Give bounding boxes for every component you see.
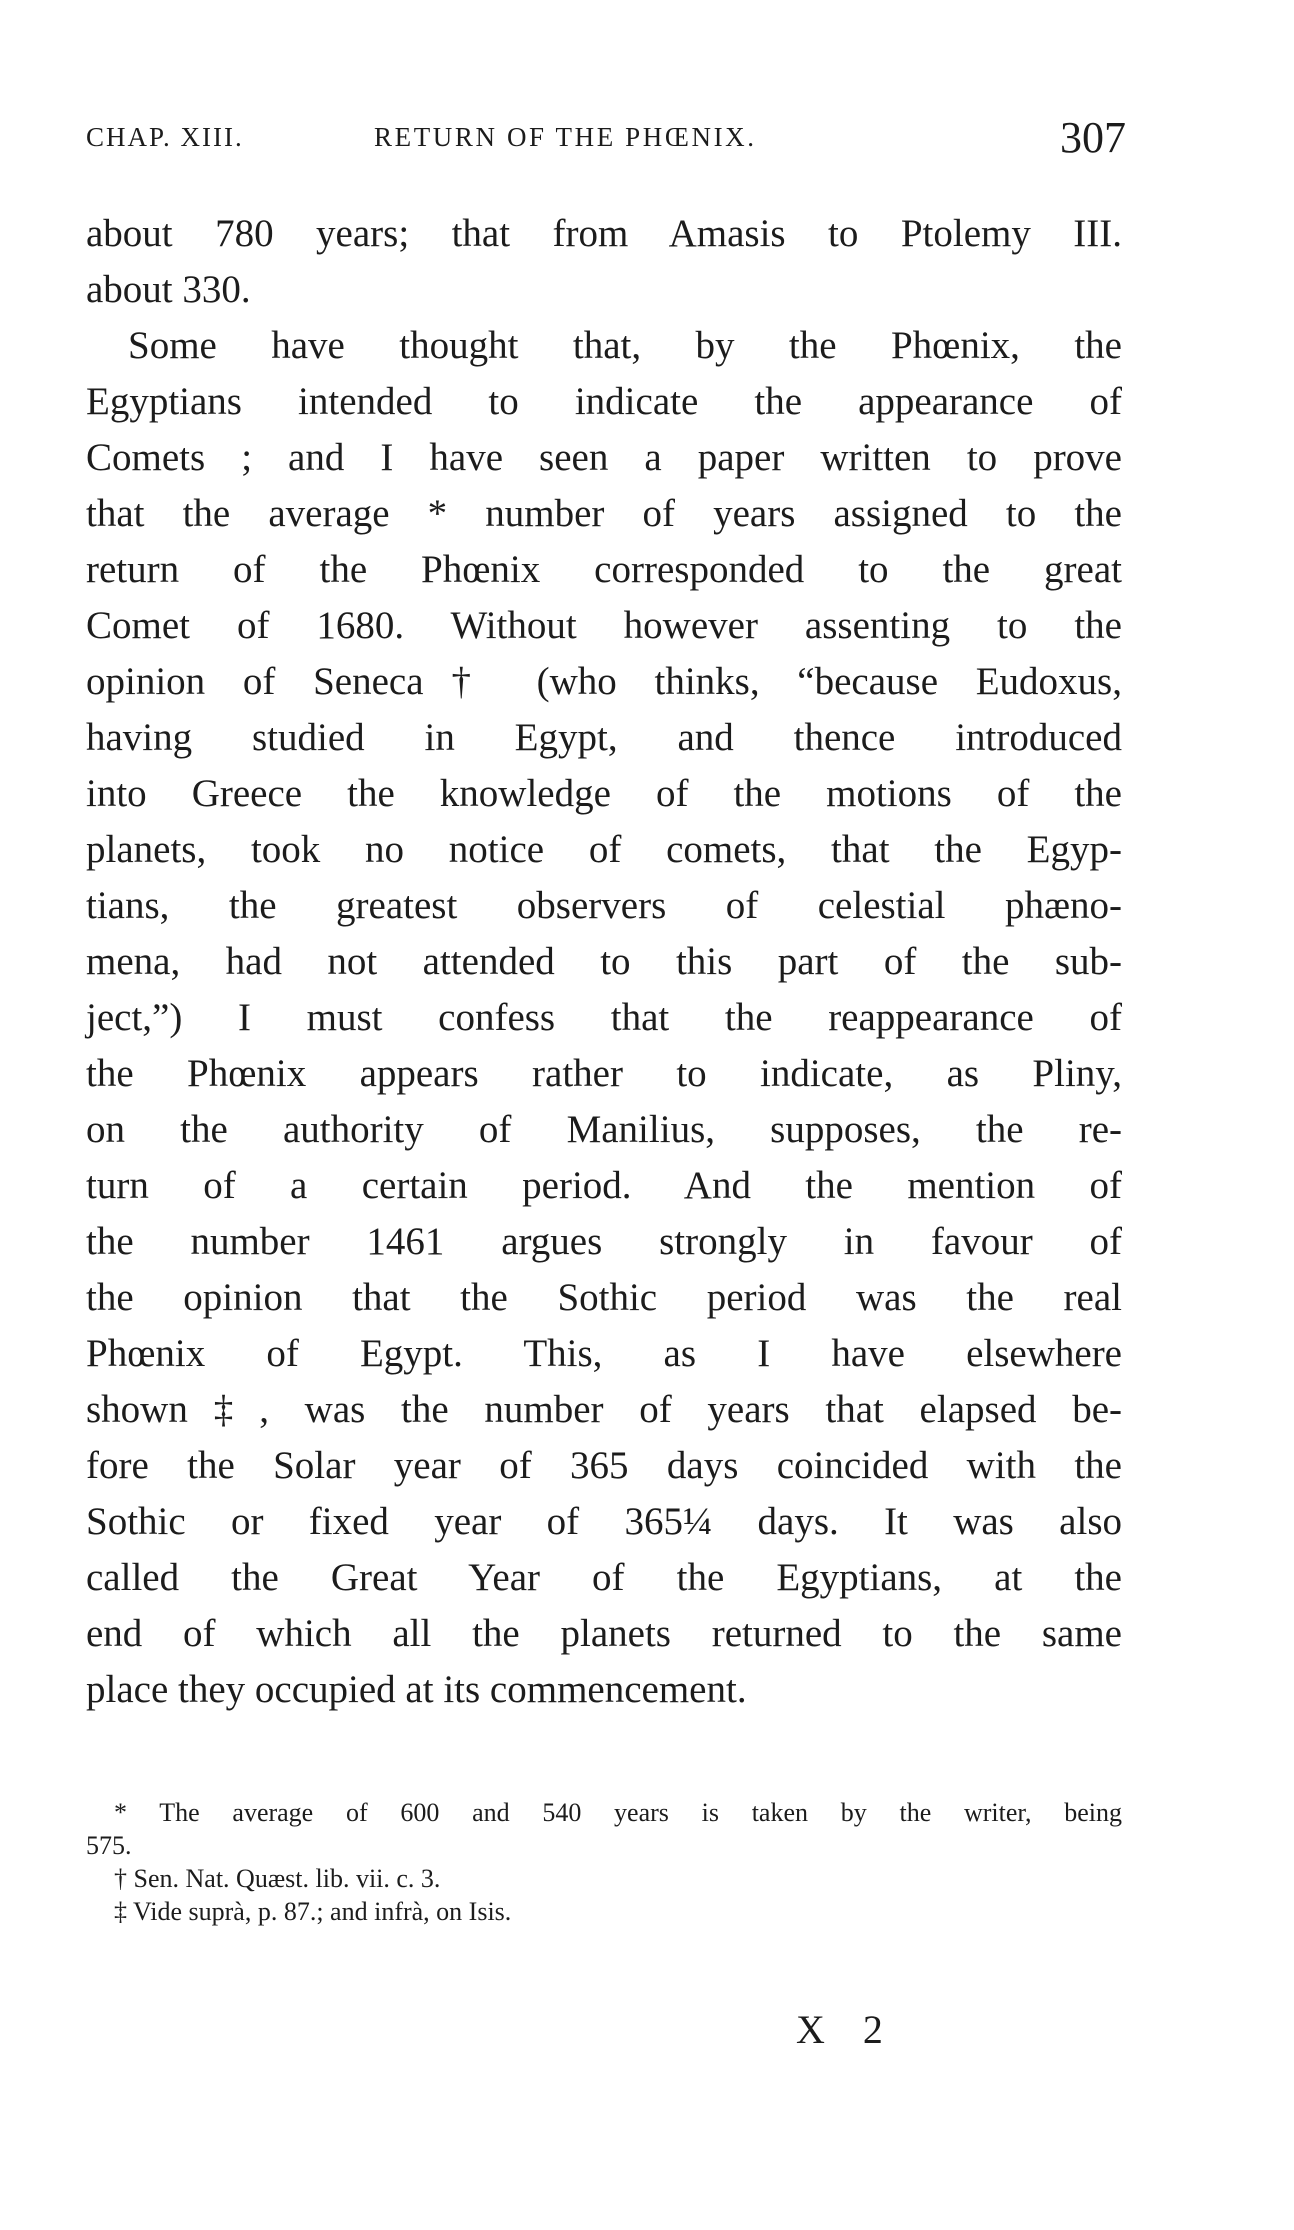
text-line: turn of a certain period. And the mention of (86, 1164, 1122, 1207)
text-line: the opinion that the Sothic period was the real (86, 1276, 1122, 1319)
running-head (86, 112, 1126, 162)
text-line: into Greece the knowledge of the motions of the (86, 772, 1122, 815)
paragraph-start-line: Some have thought that, by the Phœnix, the (128, 324, 1122, 367)
text-line: return of the Phœnix corresponded to the great (86, 548, 1122, 591)
text-line: tians, the greatest observers of celestial phæno- (86, 884, 1122, 927)
text-line: end of which all the planets returned to the same (86, 1612, 1122, 1655)
text-line: fore the Solar year of 365 days coincided with the (86, 1444, 1122, 1487)
footnote-asterisk: * The average of 600 and 540 years is taken by the writer, being (114, 1798, 1122, 1827)
text-line: shown‡, was the number of years that elapsed be- (86, 1388, 1122, 1431)
text-line: ject,”) I must confess that the reappearance of (86, 996, 1122, 1039)
footnote-continuation: 575. (86, 1831, 132, 1860)
text-line: Comets ; and I have seen a paper written to prove (86, 436, 1122, 479)
text-line: the number 1461 argues strongly in favour of (86, 1220, 1122, 1263)
text-line: about 780 years; that from Amasis to Ptolemy III. (86, 212, 1122, 255)
page-number: 307 (1060, 113, 1126, 162)
text-line: about 330. (86, 268, 251, 311)
text-line: planets, took no notice of comets, that the Egyp- (86, 828, 1122, 871)
body-text (86, 206, 1122, 1718)
running-title: RETURN OF THE PHŒNIX. (374, 122, 757, 152)
footnote-dagger: † Sen. Nat. Quæst. lib. vii. c. 3. (114, 1864, 441, 1893)
text-line: Sothic or fixed year of 365¼ days. It was also (86, 1500, 1122, 1543)
footnotes (86, 1796, 1122, 1928)
text-line: mena, had not attended to this part of the sub- (86, 940, 1122, 983)
text-line: Egyptians intended to indicate the appearance of (86, 380, 1122, 423)
text-line: Comet of 1680. Without however assenting to the (86, 604, 1122, 647)
text-line: called the Great Year of the Egyptians, at the (86, 1556, 1122, 1599)
signature-mark: X 2 (796, 2007, 897, 2052)
text-line: place they occupied at its commencement. (86, 1668, 747, 1711)
text-line: the Phœnix appears rather to indicate, as Pliny, (86, 1052, 1122, 1095)
text-line: on the authority of Manilius, supposes, the re- (86, 1108, 1122, 1151)
chapter-label: CHAP. XIII. (86, 122, 244, 152)
footnote-double-dagger: ‡ Vide suprà, p. 87.; and infrà, on Isis. (114, 1897, 512, 1926)
text-line: that the average * number of years assigned to the (86, 492, 1122, 535)
text-line: opinion of Seneca† (who thinks, “because Eudoxus, (86, 660, 1122, 703)
text-line: having studied in Egypt, and thence introduced (86, 716, 1122, 759)
text-line: Phœnix of Egypt. This, as I have elsewhere (86, 1332, 1122, 1375)
